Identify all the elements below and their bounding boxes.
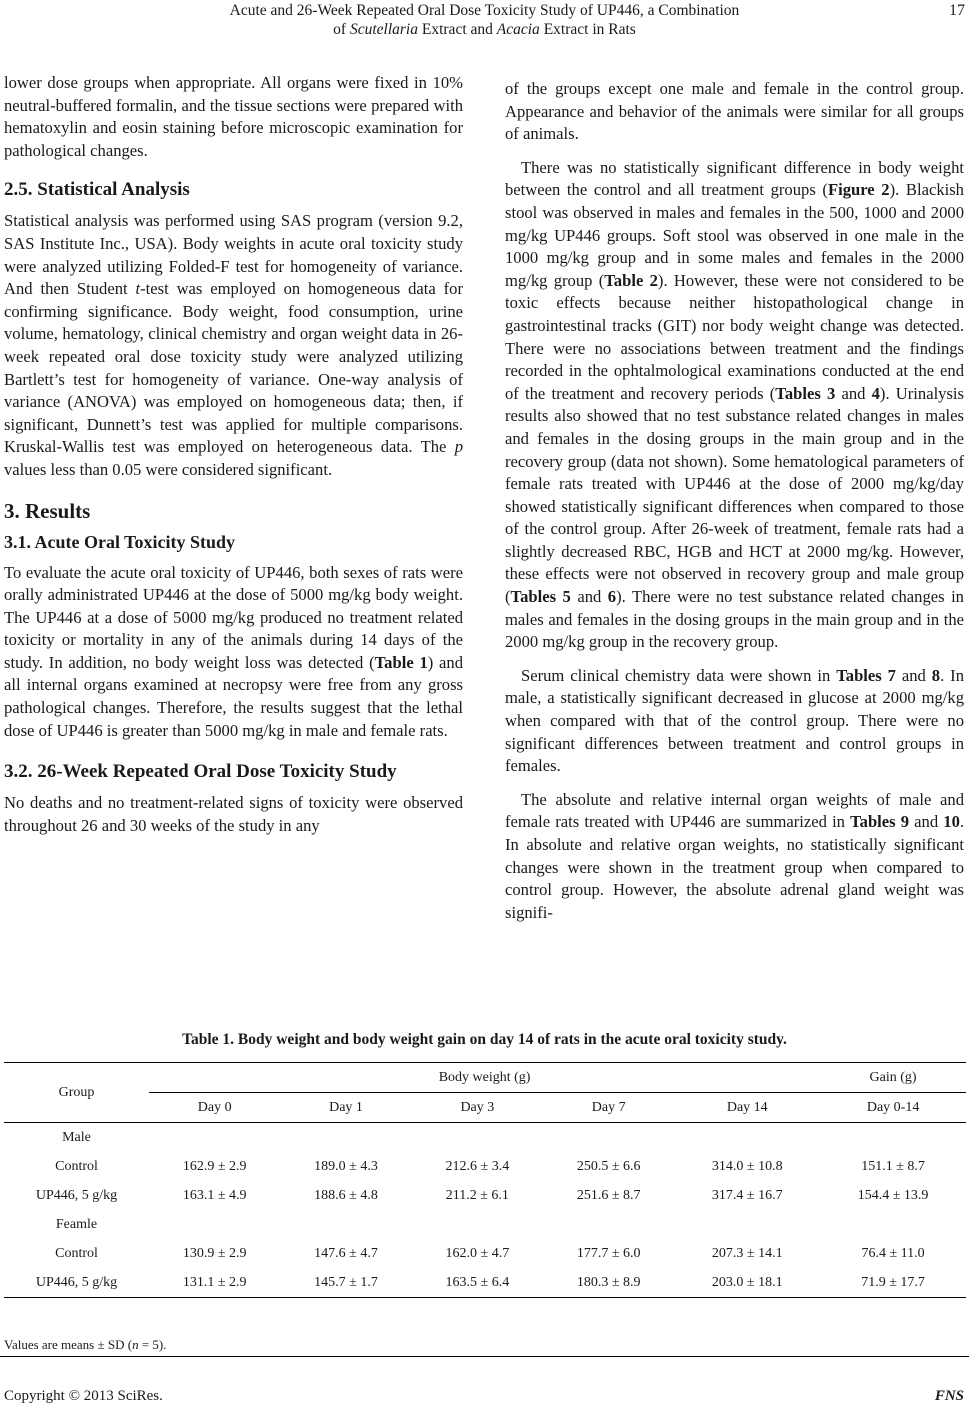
table-row (4, 1181, 966, 1210)
section-heading-results: 3. Results (4, 498, 91, 523)
section-heading-acute: 3.1. Acute Oral Toxicity Study (4, 531, 236, 552)
table-row (4, 1239, 966, 1268)
table-row-sex (4, 1210, 966, 1239)
table-cell: 145.7 ± 1.7 (280, 1268, 411, 1298)
table-cell-sex: Male (62, 1129, 91, 1145)
table-cell: 151.1 ± 8.7 (861, 1158, 925, 1174)
section-heading-repeated: 3.2. 26-Week Repeated Oral Dose Toxicity Study (4, 761, 397, 783)
table-cell: 314.0 ± 10.8 (711, 1158, 783, 1174)
table-cell: 163.1 ± 4.9 (182, 1187, 247, 1203)
paragraph: lower dose groups when appropriate. All organs were fixed in 10% neutral-buffered formalin, and the tissue sections were prepared with hematoxylin and eosin staining before microscopic examination for pathological changes. (4, 73, 463, 160)
table-caption: Table 1. Body weight and body weight gain on day 14 of rats in the acute oral toxicity study. (182, 1031, 787, 1048)
table-cell: 147.6 ± 4.7 (314, 1245, 378, 1261)
table-cell: 180.3 ± 8.9 (543, 1268, 674, 1298)
table-header-body-weight: Body weight (g) (149, 1063, 820, 1093)
left-column (4, 72, 463, 837)
table-cell: 71.9 ± 17.7 (820, 1268, 966, 1298)
page-footer (4, 1388, 964, 1405)
table-cell: 212.6 ± 3.4 (445, 1158, 510, 1174)
table-cell: 189.0 ± 4.3 (314, 1158, 378, 1174)
table-cell-group: UP446, 5 g/kg (4, 1268, 149, 1298)
table-header-day: Day 3 (412, 1093, 543, 1123)
table-cell: 250.5 ± 6.6 (576, 1158, 641, 1174)
running-title-line2: of Scutellaria Extract and Acacia Extract in Rats (333, 21, 636, 38)
table-header-day: Day 0-14 (820, 1093, 966, 1123)
table-header-day: Day 0 (149, 1093, 280, 1123)
paragraph-clinical-chemistry: Serum clinical chemistry data were shown in Tables 7 and 8. In male, a statistically significant decreased in glucose at 2000 mg/kg when compared with that of the control group. There were no significant differences between treatment and control groups in females. (505, 665, 964, 776)
right-column (505, 78, 964, 924)
table-cell: 162.9 ± 2.9 (182, 1158, 247, 1174)
table-cell-group: Control (55, 1245, 98, 1261)
footer-divider (0, 1356, 969, 1357)
table-cell: 131.1 ± 2.9 (149, 1268, 280, 1298)
table-cell: 207.3 ± 14.1 (711, 1245, 783, 1261)
running-title-line1: Acute and 26-Week Repeated Oral Dose Toxicity Study of UP446, a Combination (229, 2, 740, 19)
table-header-day: Day 7 (543, 1093, 674, 1123)
section-heading-statistics: 2.5. Statistical Analysis (4, 179, 190, 201)
table-cell: 317.4 ± 16.7 (711, 1187, 783, 1203)
paragraph-statistics: Statistical analysis was performed using SAS program (version 9.2, SAS Institute Inc., USA). Body weights in acute oral toxicity study were analyzed utilizing Folded-F test for homogeneity of variance. And then Student t-test was employed on homogeneous data for confirming significance. Body weight, food consumption, urine volume, hematology, clinical chemistry and organ weight data in 26-week repeated oral dose toxicity study were analyzed utilizing Bartlett’s test for homogeneity of variance. One-way analysis of variance (ANOVA) was employed on homogeneous data; then, if significant, Dunnett’s test was applied for multiple comparisons. Kruskal-Wallis test was employed on heterogeneous data. The p values less than 0.05 were considered significant. (4, 211, 463, 479)
paragraph-repeated: No deaths and no treatment-related signs of toxicity were observed throughout 26 and 30 weeks of the study in any (4, 793, 463, 835)
table-cell: 188.6 ± 4.8 (314, 1187, 378, 1203)
table-cell: 163.5 ± 6.4 (412, 1268, 543, 1298)
paragraph-body-weight: There was no statistically significant difference in body weight between the control and all treatment groups (Figure 2). Blackish stool was observed in males and females in the 500, 1000 and 2000 mg/kg UP446 groups. Soft stool was observed in one male in the 1000 mg/kg group and in some males and females in the 2000 mg/kg group (Table 2). However, these were not considered to be toxic effects because neither histopathological change in gastrointestinal tracks (GIT) nor body weight change was detected. There were no associations between treatment and the findings recorded in the ophtalmological examinations conducted at the end of the treatment and recovery periods (Tables 3 and 4). Urinalysis results also showed that no test substance related changes in males and females in the dosing groups in the main group and in the recovery group (data not shown). Some hematological parameters of female rats treated with UP446 at the dose of 2000 mg/kg/day showed statistically significant differences when compared to those of the control group. After 26-week of treatment, female rats had a slightly decreased RBC, HGB and HCT at 2000 mg/kg. However, these effects were not observed in recovery group and male group (Tables 5 and 6). There were no test substance related changes in males and females in the dosing groups in the main group and in the 2000 mg/kg group in the recovery group. (505, 157, 965, 652)
running-title (0, 1, 969, 39)
table-cell: 154.4 ± 13.9 (857, 1187, 929, 1203)
body-weight-table (4, 1062, 966, 1298)
table-footnote: Values are means ± SD (n = 5). (4, 1337, 167, 1352)
paragraph-acute: To evaluate the acute oral toxicity of UP446, both sexes of rats were orally administrated UP446 at the dose of 5000 mg/kg body weight. The UP446 at a dose of 5000 mg/kg produced no treatment related toxicity or mortality in any of the animals during 14 days of the study. In addition, no body weight loss was detected (Table 1) and all internal organs examined at necropsy were free from any gross pathological changes. Therefore, the results suggest that the lethal dose of UP446 is greater than 5000 mg/kg in male and female rats. (4, 562, 463, 740)
table-cell: 177.7 ± 6.0 (576, 1245, 641, 1261)
copyright-text: Copyright © 2013 SciRes. (4, 1388, 163, 1404)
table-row (4, 1152, 966, 1181)
table-cell: 203.0 ± 18.1 (674, 1268, 820, 1298)
table-header-group: Group (4, 1063, 149, 1123)
table-row-sex (4, 1123, 966, 1153)
table-cell: 162.0 ± 4.7 (445, 1245, 510, 1261)
table-header-day: Day 14 (674, 1093, 820, 1123)
table-cell: 251.6 ± 8.7 (576, 1187, 641, 1203)
paragraph-organ-weights: The absolute and relative internal organ weights of male and female rats treated with UP446 are summarized in Tables 9 and 10. In absolute and relative organ weights, no statistically significant changes were shown in the treatment group when compared to control group. However, the absolute adrenal gland weight was signifi- (505, 789, 965, 922)
table-cell: 76.4 ± 11.0 (861, 1245, 925, 1261)
journal-abbreviation: FNS (934, 1388, 964, 1404)
table-cell-group: Control (55, 1158, 98, 1174)
page-number: 17 (949, 2, 965, 19)
table-cell-sex: Feamle (55, 1216, 98, 1232)
running-header (0, 0, 969, 42)
table-header-day: Day 1 (280, 1093, 411, 1123)
table-cell: 130.9 ± 2.9 (182, 1245, 247, 1261)
table-cell: 211.2 ± 6.1 (445, 1187, 509, 1203)
paragraph: of the groups except one male and female in the control group. Appearance and behavior of the animals were similar for all groups of animals. (505, 79, 964, 144)
table-header-gain: Gain (g) (820, 1063, 966, 1093)
table-row (4, 1268, 966, 1298)
table-cell-group: UP446, 5 g/kg (35, 1187, 118, 1203)
